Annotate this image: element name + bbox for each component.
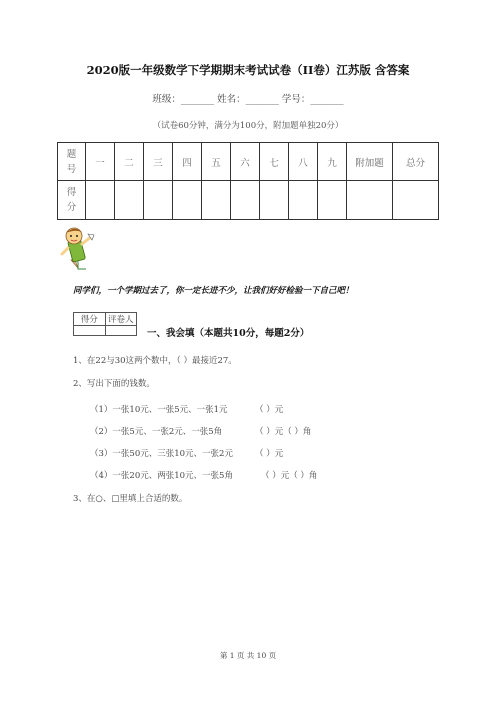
row-label-char: 分: [66, 202, 77, 213]
score-table-header: 附加题: [347, 143, 393, 181]
page-footer: 第 1 页 共 10 页: [219, 651, 277, 660]
score-table-header: 六: [231, 143, 260, 181]
grader-score-label: 得分: [74, 313, 106, 326]
money-item-blank[interactable]: （ ）元（ ）角: [255, 427, 312, 437]
row-label-char: 号: [66, 163, 77, 175]
grader-score-cell[interactable]: [74, 326, 106, 336]
score-cell[interactable]: [318, 181, 347, 220]
score-table-header: 七: [260, 143, 289, 181]
grader-box: [73, 312, 137, 336]
money-item-text: （3）一张50元、三张10元、一张2元: [90, 449, 233, 459]
row-label-char: 得: [66, 187, 77, 198]
score-cell[interactable]: [393, 181, 439, 220]
exam-note: （试卷60分钟，满分为100分，附加题单独20分）: [152, 121, 344, 131]
score-table-header: 五: [202, 143, 231, 181]
score-cell[interactable]: [347, 181, 393, 220]
student-info-line: 班级：_______ 姓名：_______ 学号：_______: [152, 94, 344, 105]
grader-reviewer-label: 评卷人: [105, 313, 137, 326]
money-item-blank[interactable]: （ ）元: [255, 449, 284, 459]
score-cell[interactable]: [173, 181, 202, 220]
score-cell[interactable]: [86, 181, 115, 220]
question-3: 3、在○、□里填上合适的数。: [73, 494, 188, 504]
score-cell[interactable]: [231, 181, 260, 220]
money-item-blank[interactable]: （ ）元: [255, 405, 284, 415]
money-item-blank[interactable]: （ ）元（ ）角: [261, 471, 318, 481]
score-cell[interactable]: [144, 181, 173, 220]
score-table-row-label: [58, 143, 86, 181]
score-table-header: 八: [289, 143, 318, 181]
score-table-header: 九: [318, 143, 347, 181]
row-label-char: 题: [66, 148, 77, 160]
score-table-header: 一: [86, 143, 115, 181]
score-cell[interactable]: [289, 181, 318, 220]
score-table-row-label: [58, 181, 86, 220]
money-item-text: （1）一张10元、一张5元、一张1元: [90, 405, 228, 415]
question-1: 1、在22与30这两个数中，（ ）最接近27。: [73, 356, 237, 366]
grader-reviewer-cell[interactable]: [105, 326, 137, 336]
score-cell[interactable]: [202, 181, 231, 220]
money-item-text: （4）一张20元、两张10元、一张5角: [90, 471, 233, 481]
score-cell[interactable]: [115, 181, 144, 220]
score-table-header: 三: [144, 143, 173, 181]
score-table-header: 四: [173, 143, 202, 181]
score-table: [57, 142, 439, 220]
score-table-header: 二: [115, 143, 144, 181]
score-table-header: 总分: [393, 143, 439, 181]
score-cell[interactable]: [260, 181, 289, 220]
question-2: 2、写出下面的钱数。: [73, 379, 155, 389]
section-title: 一、我会填（本题共10分，每题2分）: [147, 328, 310, 339]
money-item-text: （2）一张5元、一张2元、一张5角: [90, 427, 223, 437]
page-title: 2020版一年级数学下学期期末考试试卷（II卷）江苏版 含答案: [86, 63, 410, 77]
pencil-kid-icon: [58, 224, 98, 270]
encouragement-text: 同学们，一个学期过去了，你一定长进不少，让我们好好检验一下自己吧！: [73, 286, 354, 296]
